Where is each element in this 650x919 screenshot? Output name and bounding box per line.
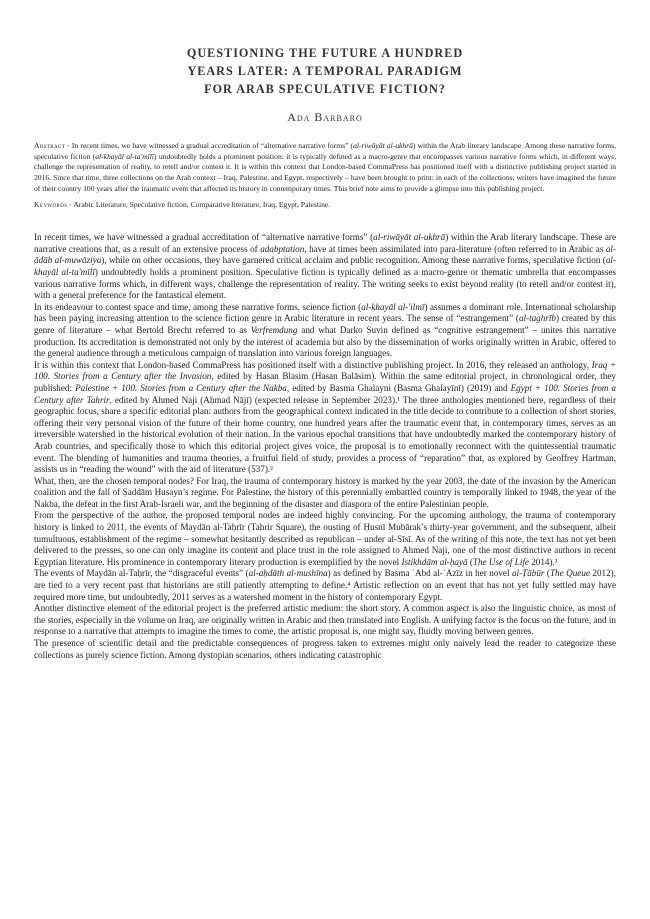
book-title: Istikhdām al-ḥayā: [401, 556, 468, 567]
text-run: , edited by Basma Ghalayni (Basma Ghalayīnī) (2019) and: [286, 382, 511, 393]
text-run: In recent times, we have witnessed a gradual accreditation of “alternative narrative forms” (: [34, 232, 374, 243]
text-run: It is within this context that London-based CommaPress has positioned itself with a distinctive publishing project. In 2016, they released an anthology,: [34, 359, 592, 370]
text-run: From the perspective of the author, the proposed temporal nodes are indeed highly convincing. For the upcoming anthology, the trauma of contemporary history is linked to 2011, the events of Maydān al-Taḥrīr (Tahrir Square), the ousting of Ḥusnī Mubārak’s thirty-year government, and the subsequent, albeit tumultuous, establishment of the regime – somewhat hesitantly described as republican – under al-Sīsī. As of the writing of this note, the text has not yet been delivered to the presses, so one can only imagine its content and place trust in the role assigned to Ahmed Naji, one of the most distinctive authors in recent Egyptian literature. His prominence in contemporary literary production is exemplified by the novel: [34, 510, 616, 567]
book-title: Iraq + 100. Stories from a Century after the Invasion: [34, 359, 616, 382]
keywords-label: Keywords: [34, 199, 68, 209]
text-run: ) undoubtedly holds a prominent position. Speculative fiction is typically defined as a macro-genre or thematic umbrella that encompasses various narrative forms which, in different ways, challenge the representation of reality. The writing seeks to exist beyond reality (to retell and/or contest it), with a general preference for the fantastical element.: [34, 267, 616, 301]
book-title: Egypt + 100. Stories from a Century after Tahrir: [34, 382, 616, 405]
text-run: The events of Maydān al-Taḥrīr, the “disgraceful events” (: [34, 568, 249, 579]
book-title: The Use of Life: [472, 556, 529, 567]
book-title: al-Ṭābūr: [511, 568, 545, 579]
title-line: QUESTIONING THE FUTURE A HUNDRED: [186, 46, 464, 60]
title-line: YEARS LATER: A TEMPORAL PARADIGM: [187, 64, 463, 78]
italic-term: al-taghrīb: [518, 313, 556, 324]
abstract-italic: al-khayāl al-ta'mīlī: [95, 151, 155, 161]
italic-term: al-khayāl al-ta'mīlī: [34, 255, 616, 277]
abstract: [34, 141, 616, 195]
text-run: ) as defined by Basma ʿAbd al-ʿAzīz in her novel: [327, 568, 512, 579]
body-paragraph-1: [34, 232, 616, 302]
article-page: [34, 44, 616, 661]
text-run: , edited by Ahmed Naji (Aḥmad Nājī) (expected release in September 2023).¹ The three anthologies mentioned here, regardless of their geographic focus, share a specific editorial plan: authors from the geographical context indicated in the title decide to contribute to a collection of short stories, offering their very personal vision of the future of their home country, one hundred years after the traumatic event that, in contemporary times, serves as an irreversible watershed in the historical evolution of their nation. In the various epochal transitions that have undoubtedly marked the contemporary history of Arab countries, and specifically those to which this editorial project gives voice, the proposal is to emotionally reconnect with the quintessential traumatic event. The blending of humanities and trauma theories, a fruitful field of study, provides a process of “reparation” that, as explored by Geoffrey Hartman, assists us in “reading the wound” with the aid of literature (537).²: [34, 394, 616, 475]
text-run: In its endeavour to contest space and time, among these narrative forms, science fiction (: [34, 301, 362, 312]
italic-term: al-aḥdāth al-mushīna: [248, 568, 328, 579]
abstract-label: Abstract: [34, 141, 66, 150]
abstract-italic: al-riwāyāt al-ukhrā: [353, 141, 413, 150]
abstract-separator: ·: [65, 141, 72, 150]
body-paragraph-4: What, then, are the chosen temporal nodes? For Iraq, the trauma of contemporary history is marked by the year 2003, the date of the invasion by the American coalition and the fall of Ṣaddām Ḥusayn’s regime. For Palestine, the history of this perennially embattled country is temporally linked to 1948, the year of the Nakba, the defeat in the first Arab-Israeli war, and the beginning of the disaster and diaspora of the entire Palestinian people.: [34, 475, 616, 509]
text-run: (: [467, 556, 473, 567]
text-run: , have at times been assimilated into para-literature (often referred to in Arabic as: [304, 243, 606, 254]
title-line: FOR ARAB SPECULATIVE FICTION?: [204, 82, 446, 96]
text-run: ) created by this genre of literature – what Bertold Brecht referred to as: [34, 313, 616, 335]
abstract-text: ) undoubtedly holds a prominent position: it is typically defined as a macro-genre that encompasses various narrative forms which, in different ways, challenge the representation of reality, to retell and/or contest it. It is within this context that London-based CommaPress has positioned itself with a distinctive publishing project started in 2016. Since that time, three collections on the Arab context – Iraq, Palestine, and Egypt, respectively – have been brought to print: in each of the collections, writers have imagined the future of their country 100 years after the traumatic event that affected its history in contemporary times. This brief note aims to provide a glimpse into this publishing project.: [34, 151, 616, 193]
abstract-text: In recent times, we have witnessed a gradual accreditation of “alternative narrative forms” (: [71, 141, 354, 150]
italic-term: adabptation: [260, 243, 305, 254]
article-body: [34, 232, 616, 661]
keywords: [34, 200, 616, 211]
abstract-text: ) within the Arab literary landscape. Among these narrative forms, speculative fiction (: [34, 141, 617, 161]
keywords-separator: ·: [67, 199, 74, 209]
italic-term: al-riwāyāt al-ukhrā: [373, 232, 446, 243]
italic-term: al-khayāl al-'ilmī: [361, 301, 425, 312]
text-run: (: [544, 568, 550, 579]
body-paragraph-6: [34, 568, 616, 603]
italic-term: Verfremdung: [250, 324, 298, 335]
author-name: Ada Barbaro: [287, 110, 363, 124]
text-run: ) assumes a dominant role. International scholarship has been paying increasing attention to the science fiction genre in Arabic literature in recent years. The sense of “estrangement” (: [34, 301, 616, 324]
italic-term: al-ādāb al-muwāziya: [34, 243, 616, 266]
text-run: ), while on other occasions, they have garnered critical acclaim and public recognition. Among these narrative forms, speculative fiction (: [101, 255, 606, 266]
article-title: [34, 44, 616, 98]
body-paragraph-7: Another distinctive element of the editorial project is the preferred artistic medium: the short story. A common aspect is also the linguistic choice, as most of the stories, especially in the volume on Iraq, are originally written in Arabic and then translated into English. A unifying factor is the focus on the future, and in response to a narrative that attempts to imagine the times to come, the artistic proposal is, one might say, fluidly moving between genres.: [34, 603, 616, 637]
body-paragraph-5: [34, 510, 616, 568]
text-run: ) within the Arab literary landscape. These are narrative creations that, as a result of an extensive process of: [34, 232, 617, 254]
text-run: and what Darko Suvin defined as “cognitive estrangement” – unites this narrative production. Its accreditation is demonstrated not only by the interest of academia but also by the dissemination of works originally written in Arabic, offered to the general audience through a meticulous campaign of translation into various foreign languages.: [34, 324, 616, 359]
body-paragraph-8: The presence of scientific detail and the predictable consequences of progress taken to extremes might only naively lead the reader to categorize these collections as purely science fiction. Among dystopian scenarios, others indicating catastrophic: [34, 638, 616, 660]
book-title: Palestine + 100. Stories from a Century after the Nakba: [75, 382, 287, 393]
text-run: 2012), are tied to a very recent past that historians are still patiently attempting to define.⁴ Artistic reflection on an event that has not yet fully settled may have required more time, but undoubtedly, 2011 serves as a watershed moment in the history of contemporary Egypt.: [34, 568, 616, 602]
body-paragraph-2: [34, 302, 616, 360]
book-title: The Queue: [549, 568, 590, 579]
keywords-text: Arabic Literature, Speculative fiction, Comparative literature, Iraq, Egypt, Palestine.: [73, 199, 331, 209]
text-run: 2014).³: [528, 556, 558, 567]
body-paragraph-3: [34, 360, 616, 476]
text-run: , edited by Hasan Blasim (Hasan Balāsim). Within the same editorial project, in chronological order, they published:: [34, 371, 616, 393]
